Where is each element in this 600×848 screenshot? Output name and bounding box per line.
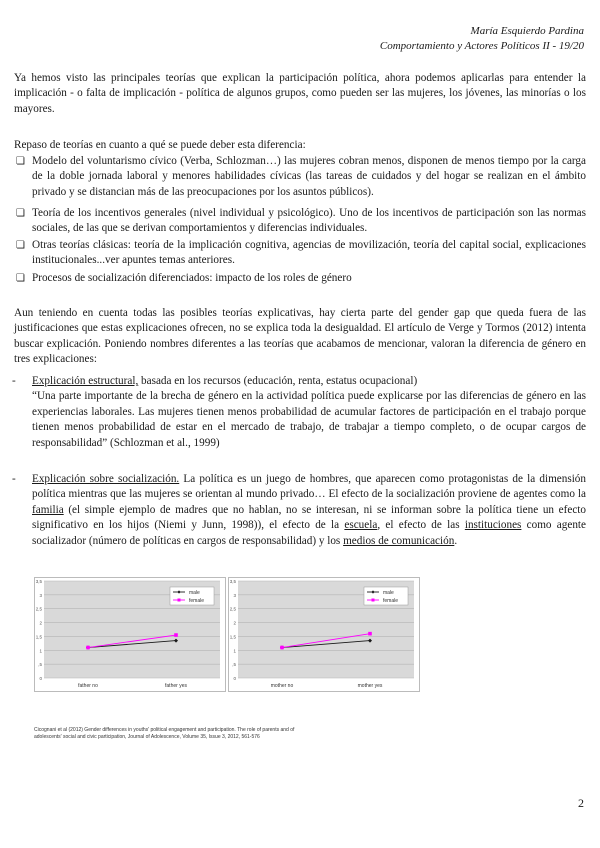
explanation-structural [12, 374, 586, 451]
checkbox-bullet-icon: ❏ [16, 156, 25, 167]
term-medios: medios de comunicación [343, 534, 455, 547]
bullet-item [16, 271, 586, 286]
chart-father [34, 577, 226, 692]
y-tick-label: 1 [233, 648, 236, 654]
y-tick-label: 3,5 [229, 579, 236, 584]
legend-label: female [383, 597, 399, 604]
explanation-socialization-title: Explicación sobre socialización. [32, 473, 180, 485]
y-tick-label: 3,5 [35, 579, 42, 584]
y-tick-label: 2,5 [35, 606, 42, 612]
socialization-text: . [454, 534, 458, 547]
bullet-item [16, 238, 586, 269]
intro-paragraph: Ya hemos visto las principales teorías que explican la participación política, ahora podemos aplicarlas para entender la implicación - o falta de implicación - política de algunos grupos, como pueden ser las mujeres, los jóvenes, las minorías o los mayores. [14, 72, 586, 115]
y-tick-label: 0 [233, 676, 236, 681]
data-point-female [280, 646, 284, 650]
bullet-text: Teoría de los incentivos generales (nivel individual y psicológico). Uno de los incentivos de participación son las normas sociales, de las que se derivan comportamientos y diferencias individuales. [32, 207, 586, 235]
x-tick-label: father no [78, 683, 98, 689]
bullet-item [16, 154, 586, 200]
y-tick-label: 2 [233, 620, 236, 626]
bullet-text: Otras teorías clásicas: teoría de la implicación cognitiva, agencias de movilización, teoría del capital social, explicaciones institucionales...ver apuntes temas anteriores. [32, 239, 586, 267]
caption-line: Cicognani et al (2012) Gender differences in youths' political engagement and participation. The role of parents and of [34, 727, 295, 733]
data-point-female [368, 632, 372, 636]
socialization-text: , el efecto de las [377, 519, 465, 532]
y-tick-label: ,5 [38, 662, 42, 668]
page-header [380, 24, 584, 54]
explanation-structural-text: basada en los recursos (educación, renta, estatus ocupacional) [138, 375, 418, 387]
socialization-text: La política es un juego de hombres, que aparecen como protagonistas de la dimensión política mientras que las mujeres se orientan al mundo privado… El efecto de la socialización proviene de agentes como la [32, 473, 586, 501]
y-tick-label: 1 [39, 648, 42, 654]
legend-label: male [189, 589, 200, 596]
gender-gap-paragraph: Aun teniendo en cuenta todas las posibles teorías explicativas, hay cierta parte del gender gap que queda fuera de las justificaciones que estas explicaciones ofrecen, no se explica toda la desigualdad. El artículo de Verge y Tormos (2012) intenta buscar explicación. Poniendo nombres diferentes a las teorías que acabamos de mencionar, valoran la diferencia de género en tres explicaciones: [14, 307, 586, 366]
x-tick-label: mother yes [357, 683, 383, 689]
bullet-text: Modelo del voluntarismo cívico (Verba, Schlozman…) las mujeres cobran menos, disponen de menos tiempo por la carga de la doble jornada laboral y menores habilidades cívicas (las tareas de cuidados y del hogar se realizan en el ámbito privado y se distancian más de las preocupaciones por los asuntos públicos). [32, 155, 586, 198]
y-tick-label: 2 [39, 620, 42, 626]
y-tick-label: 3 [39, 592, 42, 598]
dash-bullet-icon: - [12, 375, 16, 387]
y-tick-label: 1,5 [229, 634, 236, 640]
y-tick-label: 0 [39, 676, 42, 681]
data-point-female [174, 633, 178, 637]
structural-quote: “Una parte importante de la brecha de género en la actividad política puede explicarse por las diferencias de género en las experiencias laborales. Las mujeres tienen menos probabilidad de acumular factores de participación en el trabajo porque tienen menos probabilidad de estar en el mercado de trabajo, de trabajar a tiempo completo, o de ocupar cargos de responsabilidad” (Schlozman et al., 1999) [32, 390, 586, 449]
legend-marker [178, 599, 181, 602]
explanation-socialization [12, 472, 586, 549]
header-author: María Esquierdo Pardina [470, 25, 584, 37]
y-tick-label: 2,5 [229, 606, 236, 612]
legend-label: female [189, 597, 205, 604]
header-course: Comportamiento y Actores Políticos II - 19/20 [379, 40, 584, 52]
y-tick-label: 1,5 [35, 634, 42, 640]
term-familia: familia [32, 503, 64, 516]
dash-bullet-icon: - [12, 473, 16, 485]
term-escuela: escuela [344, 519, 378, 532]
chart-mother [228, 577, 420, 692]
checkbox-bullet-icon: ❏ [16, 240, 25, 251]
x-tick-label: mother no [270, 683, 294, 689]
review-heading: Repaso de teorías en cuanto a qué se puede deber esta diferencia: [14, 139, 306, 151]
figure-caption [34, 727, 564, 740]
term-instituciones: instituciones [464, 519, 522, 532]
data-point-female [86, 646, 90, 650]
bullet-text: Procesos de socialización diferenciados: impacto de los roles de género [32, 272, 352, 284]
checkbox-bullet-icon: ❏ [16, 208, 25, 219]
x-tick-label: father yes [165, 683, 187, 689]
legend-marker [372, 599, 375, 602]
socialization-text: como agente socializador (número de políticas en cargos de responsabilidad) y los [32, 519, 586, 547]
y-tick-label: ,5 [232, 662, 236, 668]
legend-label: male [383, 589, 394, 596]
socialization-text: (el simple ejemplo de madres que no hablan, no se interesan, ni se informan sobre la política tiene un efecto significativo en los hijos (Niemi y Junn, 1998)), el efecto de la [32, 503, 586, 532]
checkbox-bullet-icon: ❏ [16, 273, 25, 284]
explanation-structural-title: Explicación estructural, [32, 375, 139, 387]
caption-line: adolescents' social and civic participation, Journal of Adolescence, Volume 35, Issue 3, 2012, 561-576 [34, 733, 260, 740]
bullet-item [16, 206, 586, 237]
page-number: 2 [578, 796, 584, 810]
y-tick-label: 3 [233, 592, 236, 598]
